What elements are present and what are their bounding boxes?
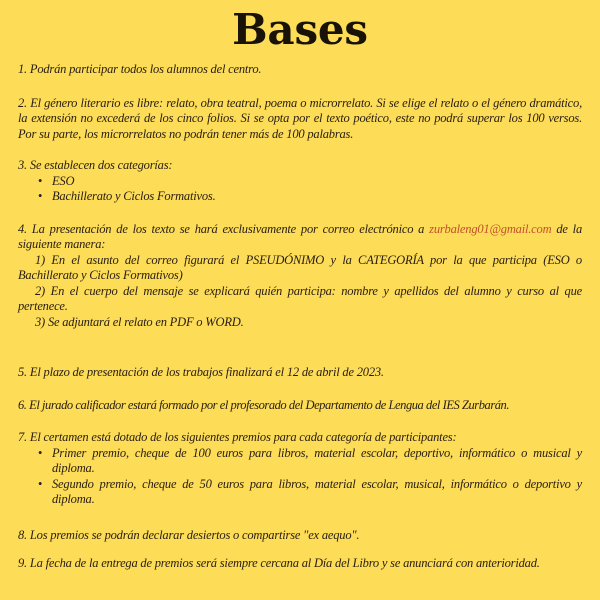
rule-item-9: 9. La fecha de la entrega de premios será siempre cercana al Día del Libro y se anunciará con anterioridad. — [18, 556, 540, 570]
rule-item-7-heading: 7. El certamen está dotado de los siguientes premios para cada categoría de participantes: — [18, 430, 457, 444]
intro-text-before-email: 4. La presentación de los texto se hará exclusivamente por correo electrónico a — [18, 221, 430, 236]
intro-text-after-email: de la siguiente manera: — [18, 221, 582, 251]
rule-item-5: 5. El plazo de presentación de los trabajos finalizará el 12 de abril de 2023. — [18, 365, 384, 379]
rule-item-1: 1. Podrán participar todos los alumnos del centro. — [18, 62, 262, 76]
rule-item-7 — [18, 430, 582, 508]
rule-item-8: 8. Los premios se podrán declarar desiertos o compartirse "ex aequo". — [18, 527, 360, 542]
list-item-eso: • ESO — [52, 174, 582, 190]
list-item-first-prize: • Primer premio, cheque de 100 euros para libros, material escolar, deportivo, informático o musical y diploma. — [52, 446, 582, 477]
rule-item-4 — [18, 222, 582, 331]
page-title: Bases — [232, 5, 368, 54]
email-address: zurbaleng01@gmail.com — [429, 221, 552, 236]
rule-item-3-heading: 3. Se establecen dos categorías: — [18, 158, 173, 172]
categories-list — [18, 174, 582, 205]
rule-item-4-step-2: 2) En el cuerpo del mensaje se explicará quién participa: nombre y apellidos del alumno y curso al que pertenece. — [18, 283, 582, 313]
rule-item-4-intro — [18, 222, 582, 253]
rule-item-4-step-1: 1) En el asunto del correo figurará el PSEUDÓNIMO y la CATEGORÍA por la que participa (ESO o Bachillerato y Ciclos Formativos) — [18, 252, 582, 282]
prizes-list — [18, 446, 582, 508]
rule-item-4-step-3: 3) Se adjuntará el relato en PDF o WORD. — [35, 314, 244, 329]
rule-item-3 — [18, 158, 582, 205]
rule-item-2: 2. El género literario es libre: relato, obra teatral, poema o microrrelato. Si se elige el relato o el género dramático, la extensión no excederá de los cinco folios. Si se opta por el texto poético, este no podrá superar los 100 versos. Por su parte, los microrrelatos no podrán tener más de 100 palabras. — [18, 95, 582, 141]
list-item-bachillerato: • Bachillerato y Ciclos Formativos. — [52, 189, 582, 205]
rule-item-6: 6. El jurado calificador estará formado por el profesorado del Departamento de Lengua del IES Zurbarán. — [18, 397, 510, 412]
list-item-second-prize: • Segundo premio, cheque de 50 euros para libros, material escolar, musical, informático o deportivo y diploma. — [52, 477, 582, 508]
